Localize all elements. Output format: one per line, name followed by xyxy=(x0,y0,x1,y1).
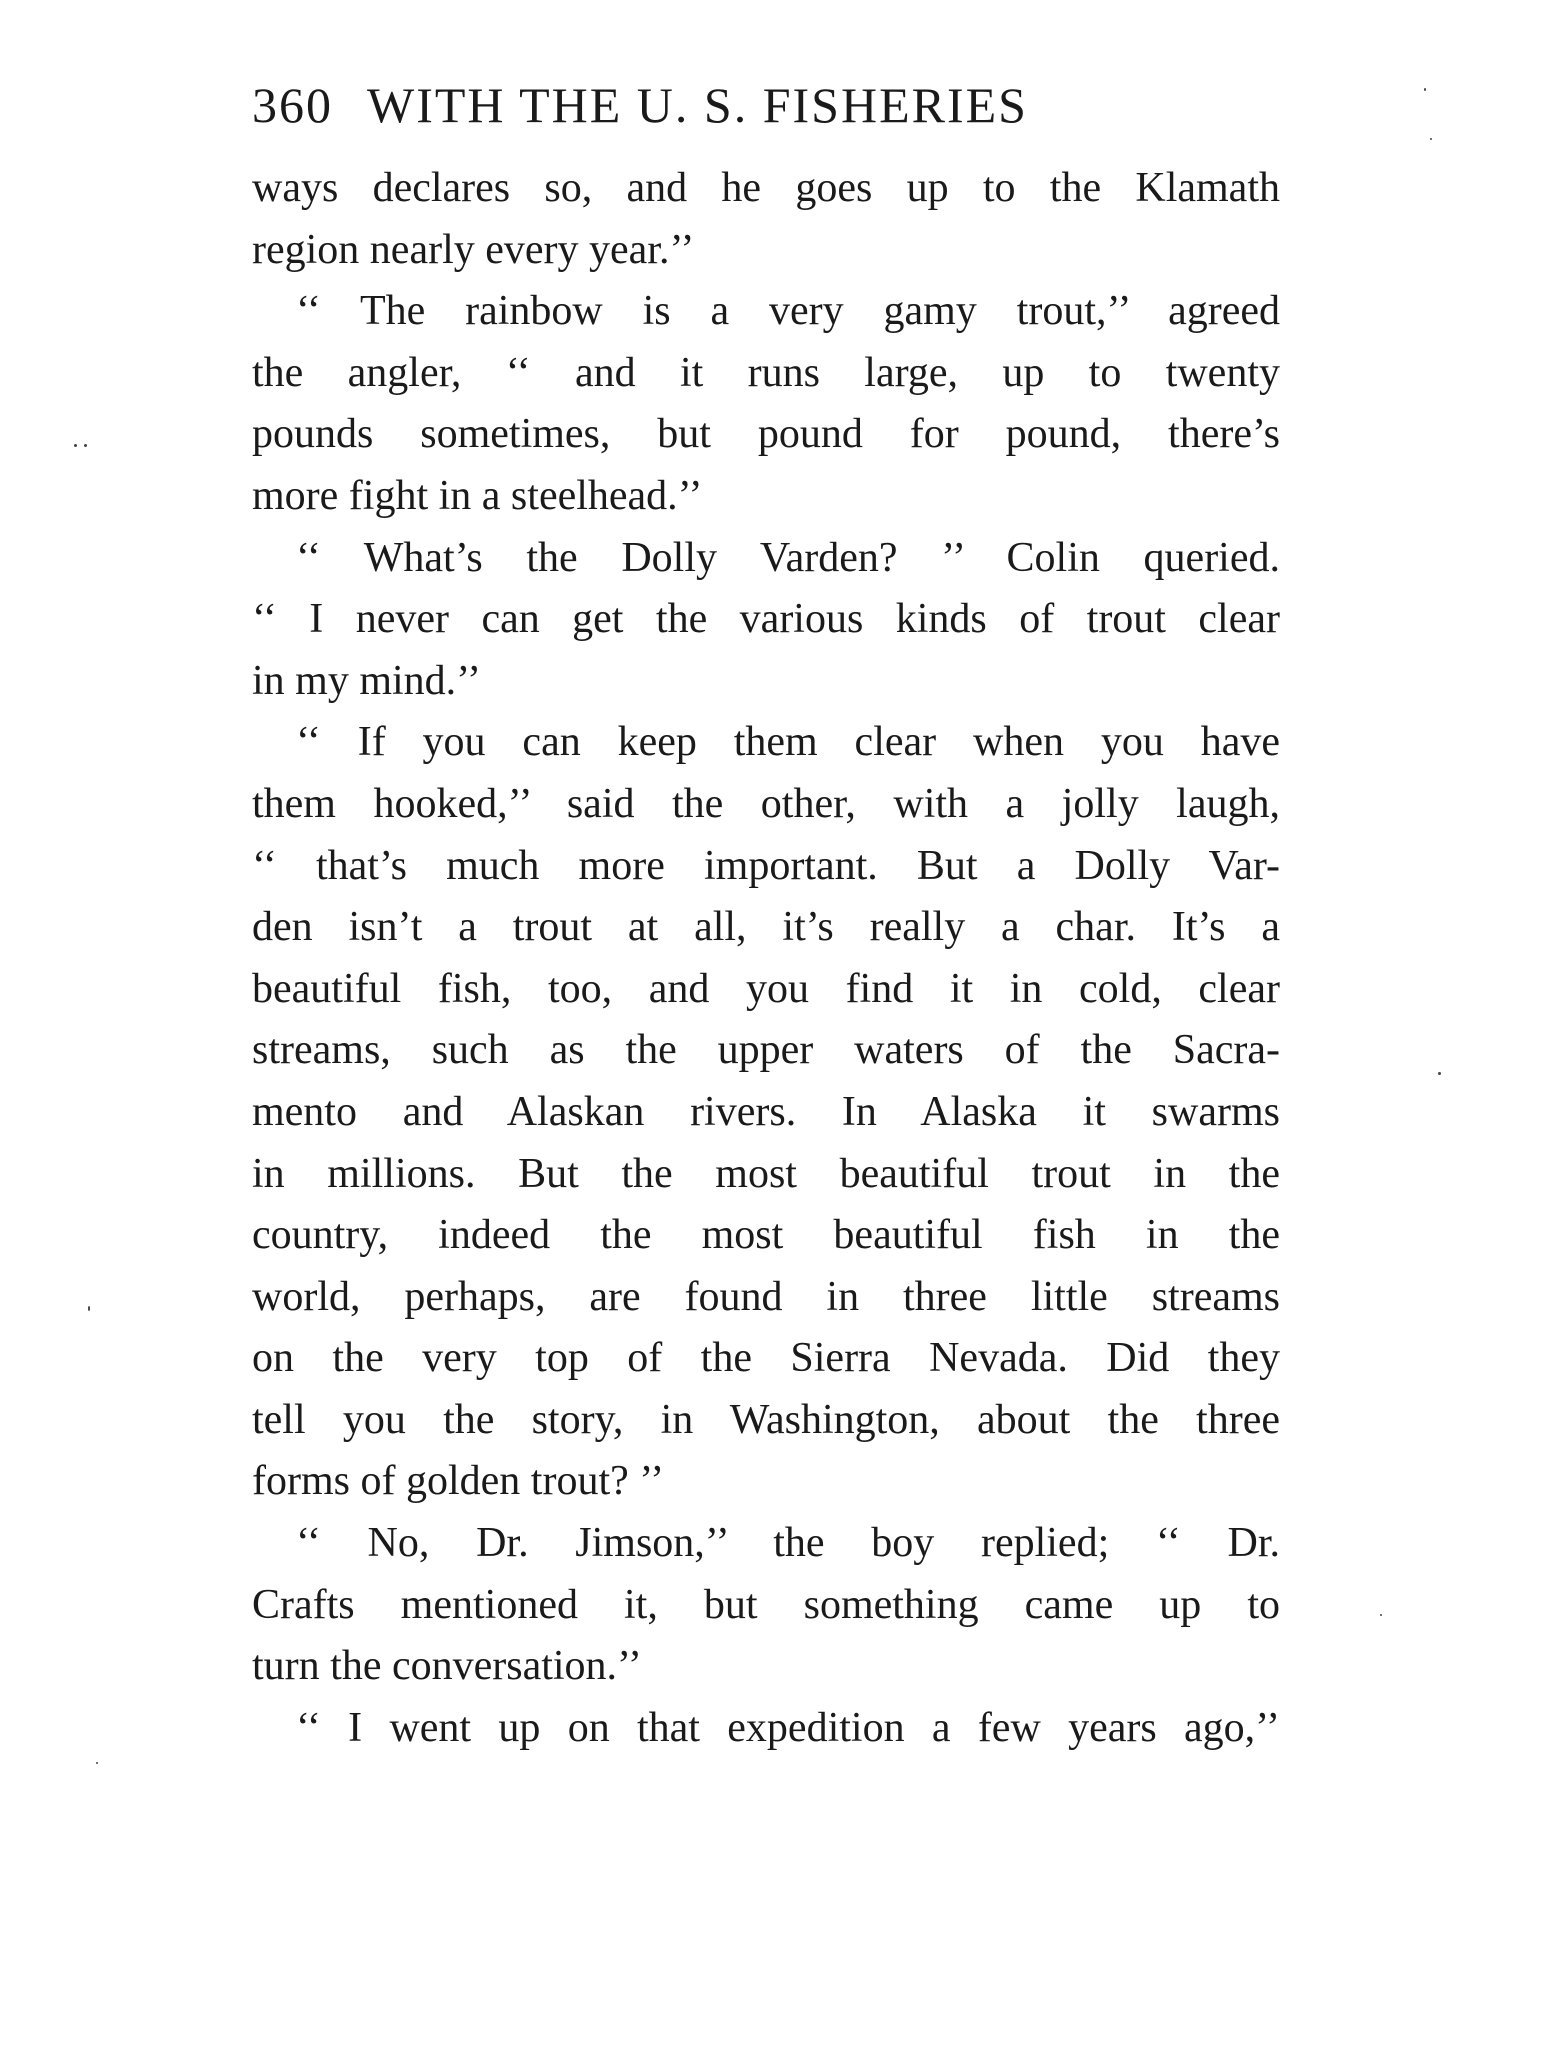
scan-speck xyxy=(1424,88,1426,91)
text-line: ‘‘ The rainbow is a very gamy trout,’’ agreed xyxy=(296,288,1280,335)
running-title: WITH THE U. S. FISHERIES xyxy=(367,77,1028,133)
text-line: country, indeed the most beautiful fish in the xyxy=(252,1212,1280,1259)
text-line: den isn’t a trout at all, it’s really a char. It’s a xyxy=(252,904,1280,951)
body-text xyxy=(252,158,1280,1759)
text-line: ‘‘ If you can keep them clear when you have xyxy=(296,719,1280,766)
text-line: forms of golden trout? ’’ xyxy=(252,1458,665,1505)
text-line: on the very top of the Sierra Nevada. Did they xyxy=(252,1335,1280,1382)
text-line: ‘‘ I went up on that expedition a few years ago,’’ xyxy=(296,1704,1280,1751)
scan-speck xyxy=(74,444,77,447)
text-line: ‘‘ No, Dr. Jimson,’’ the boy replied; ‘‘ Dr. xyxy=(296,1520,1280,1567)
text-line: streams, such as the upper waters of the Sacra- xyxy=(252,1027,1280,1074)
text-line: pounds sometimes, but pound for pound, there’s xyxy=(252,411,1280,458)
scan-speck xyxy=(1438,1072,1441,1075)
text-line: more fight in a steelhead.’’ xyxy=(252,472,703,519)
scan-speck xyxy=(1430,138,1432,140)
text-line: region nearly every year.’’ xyxy=(252,226,695,273)
page-header xyxy=(252,70,1292,140)
scan-speck xyxy=(88,1306,90,1311)
text-line: mento and Alaskan rivers. In Alaska it swarms xyxy=(252,1088,1280,1135)
scan-speck xyxy=(1380,1614,1382,1616)
text-line: beautiful fish, too, and you find it in cold, clear xyxy=(252,965,1280,1012)
text-line: Crafts mentioned it, but something came up to xyxy=(252,1581,1280,1628)
text-line: turn the conversation.’’ xyxy=(252,1643,642,1690)
text-line: ‘‘ I never can get the various kinds of trout clear xyxy=(252,596,1280,643)
text-line: in my mind.’’ xyxy=(252,657,482,704)
text-line: in millions. But the most beautiful trout in the xyxy=(252,1150,1280,1197)
scan-speck xyxy=(96,1762,98,1764)
text-line: ‘‘ What’s the Dolly Varden? ’’ Colin queried. xyxy=(296,534,1280,581)
scan-speck xyxy=(84,444,87,447)
page-number: 360 xyxy=(252,77,333,133)
text-line: ‘‘ that’s much more important. But a Dolly Var- xyxy=(252,842,1280,889)
text-line: them hooked,’’ said the other, with a jolly laugh, xyxy=(252,780,1280,827)
text-line: the angler, ‘‘ and it runs large, up to twenty xyxy=(252,349,1280,396)
text-line: tell you the story, in Washington, about the three xyxy=(252,1396,1280,1443)
text-line: ways declares so, and he goes up to the Klamath xyxy=(252,165,1280,211)
text-line: world, perhaps, are found in three little streams xyxy=(252,1273,1280,1320)
